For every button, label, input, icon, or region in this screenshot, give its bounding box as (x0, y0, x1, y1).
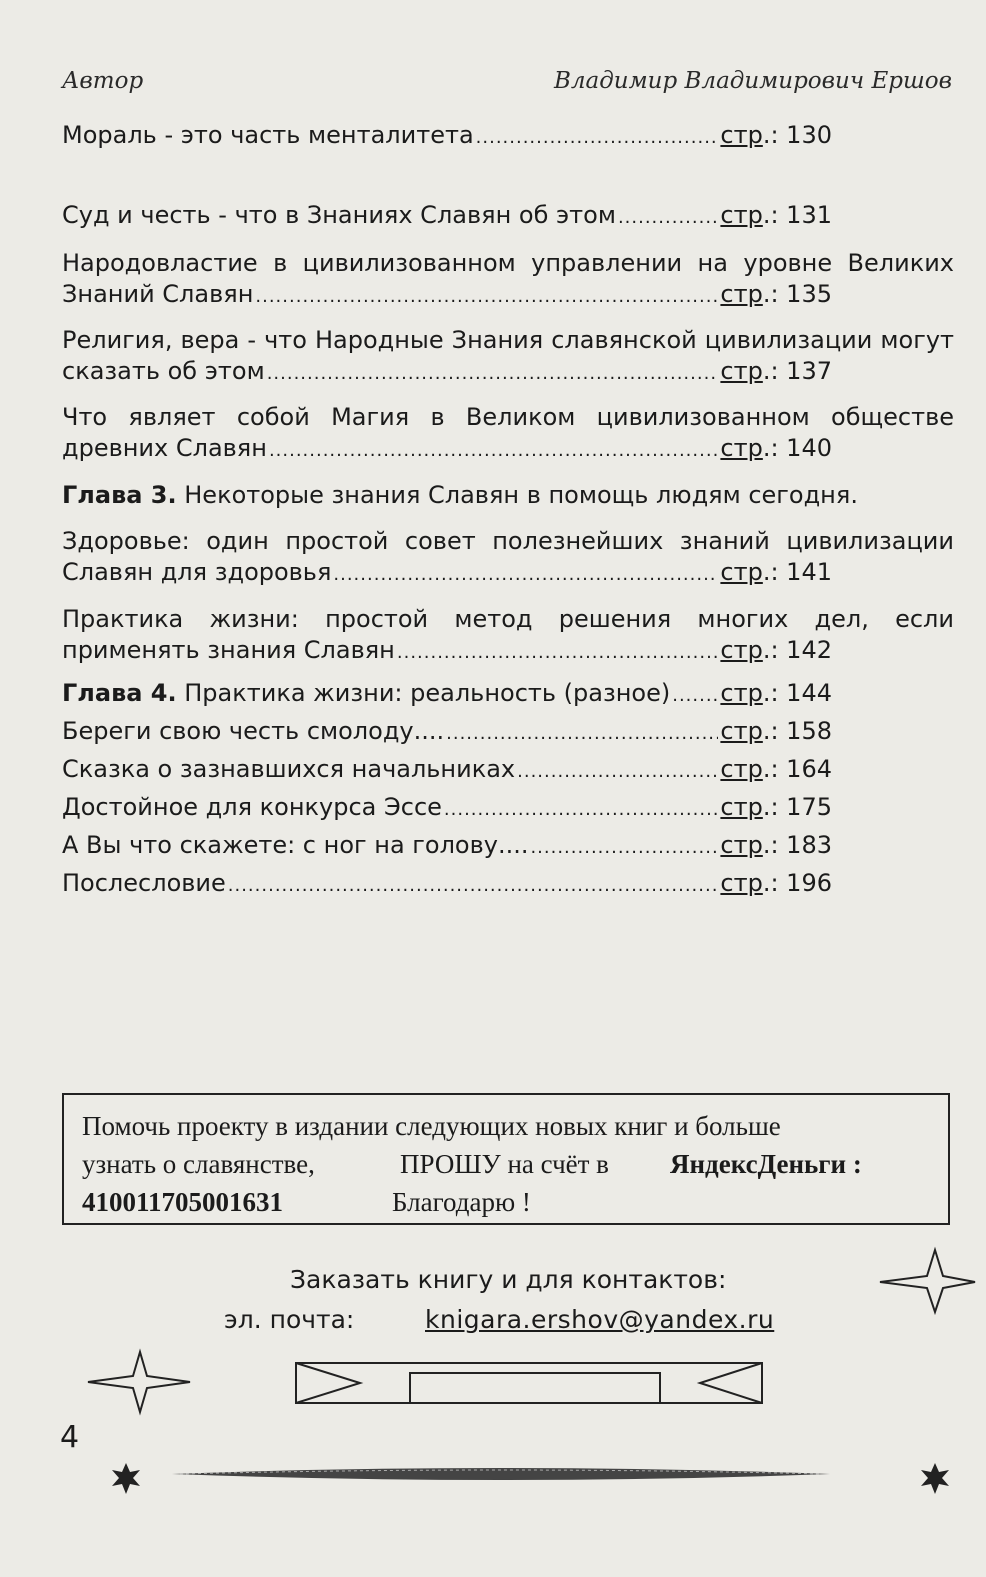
toc-page-abbrev: стр (720, 201, 763, 229)
toc-page-ref: стр.: 196 (720, 869, 832, 897)
toc-page-abbrev: стр (720, 717, 763, 745)
toc-page-number: : 183 (770, 831, 832, 859)
toc-page-ref: стр.: 137 (720, 357, 832, 385)
account-number: 410011705001631 (82, 1187, 284, 1217)
toc-page-ref: стр.: 144 (720, 679, 832, 707)
donation-text: узнать о славянстве, (82, 1149, 315, 1179)
page-number: 4 (60, 1420, 80, 1455)
toc-entry-title: Береги свою честь смолоду.... (62, 717, 445, 745)
toc-page-number: : 137 (770, 357, 832, 385)
toc-entry-title-line1: Религия, вера - что Народные Знания славянской цивилизации могут (62, 326, 954, 354)
toc-page-number: : 175 (770, 793, 832, 821)
toc-entry-title-line2: древних Славян (62, 434, 267, 462)
small-star-right (921, 1463, 949, 1494)
star-ornament-right (880, 1250, 975, 1312)
toc-page-number: : 131 (770, 201, 832, 229)
toc-entry-title: А Вы что скажете: с ног на голову.... (62, 831, 529, 859)
toc-page-abbrev: стр (720, 280, 763, 308)
toc-page-abbrev: стр (720, 869, 763, 897)
toc-entry-title: Суд и честь - что в Знаниях Славян об этом (62, 201, 616, 229)
email-label: эл. почта: (224, 1305, 355, 1334)
email-link[interactable]: knigara.ershov@yandex.ru (425, 1305, 775, 1334)
toc-page-ref: стр.: 164 (720, 755, 832, 783)
toc-page-number: : 164 (770, 755, 832, 783)
toc-page-number: : 141 (770, 558, 832, 586)
toc-page-abbrev: стр (720, 434, 763, 462)
toc-page-abbrev: стр (720, 357, 763, 385)
toc-entry-title-line1: Что являет собой Магия в Великом цивилизованном обществе (62, 403, 954, 431)
thanks-text: Благодарю ! (392, 1187, 531, 1217)
toc-page-number: : 196 (770, 869, 832, 897)
toc-entry-title: Достойное для конкурса Эссе (62, 793, 442, 821)
toc-page-ref: стр.: 131 (720, 201, 832, 229)
toc-entry-title: Послесловие (62, 869, 226, 897)
toc-page-ref: стр.: 142 (720, 636, 832, 664)
chapter-title: Практика жизни: реальность (разное) (176, 679, 671, 707)
toc-page-number: : 140 (770, 434, 832, 462)
toc-page-abbrev: стр (720, 755, 763, 783)
donation-request: ПРОШУ на счёт в (400, 1149, 609, 1179)
header-author-name: Владимир Владимирович Ершов (553, 68, 952, 94)
toc-entry-title-line1: Народовластие в цивилизованном управлении на уровне Великих (62, 249, 954, 277)
toc-page-ref: стр.: 158 (720, 717, 832, 745)
ribbon-ornament (296, 1363, 762, 1403)
star-ornament-left (88, 1352, 190, 1412)
toc-entry-title: Сказка о зазнавшихся начальниках (62, 755, 516, 783)
chapter-label: Глава 4. (62, 679, 177, 707)
toc-page-number: : 158 (770, 717, 832, 745)
toc-page-ref: стр.: 175 (720, 793, 832, 821)
toc-entry-title-line2: Славян для здоровья (62, 558, 332, 586)
toc-page-ref: стр.: 130 (720, 121, 832, 149)
toc-page-number: : 130 (770, 121, 832, 149)
toc-entry-title-line2: Знаний Славян (62, 280, 254, 308)
toc-page-ref: стр.: 135 (720, 280, 832, 308)
donation-line1: Помочь проекту в издании следующих новых книг и больше (82, 1111, 781, 1141)
toc-entry-title-line2: сказать об этом (62, 357, 265, 385)
toc-entry-title: Мораль - это часть менталитета (62, 121, 474, 149)
contacts-title: Заказать книгу и для контактов: (290, 1265, 727, 1294)
toc-page-ref: стр.: 141 (720, 558, 832, 586)
toc-page-abbrev: стр (720, 793, 763, 821)
toc-page-ref: стр.: 140 (720, 434, 832, 462)
payment-service: ЯндексДеньги : (670, 1149, 862, 1179)
toc-entry-title-line1: Здоровье: один простой совет полезнейших знаний цивилизации (62, 527, 954, 555)
toc-page-abbrev: стр (720, 558, 763, 586)
toc-page-abbrev: стр (720, 121, 763, 149)
small-star-left (112, 1463, 140, 1494)
toc-page-abbrev: стр (720, 679, 763, 707)
toc-entry-title-line2: применять знания Славян (62, 636, 395, 664)
toc-page-number: : 142 (770, 636, 832, 664)
toc-page-ref: стр.: 183 (720, 831, 832, 859)
toc-entry-title-line1: Практика жизни: простой метод решения многих дел, если (62, 605, 954, 633)
toc-page-abbrev: стр (720, 831, 763, 859)
toc-page-number: : 135 (770, 280, 832, 308)
header-author-label: Автор (62, 68, 144, 94)
toc-page-abbrev: стр (720, 636, 763, 664)
chapter-title: Некоторые знания Славян в помощь людям сегодня. (176, 481, 858, 509)
bottom-ornament-band (172, 1468, 830, 1480)
chapter-label: Глава 3. (62, 481, 177, 509)
toc-page-number: : 144 (770, 679, 832, 707)
